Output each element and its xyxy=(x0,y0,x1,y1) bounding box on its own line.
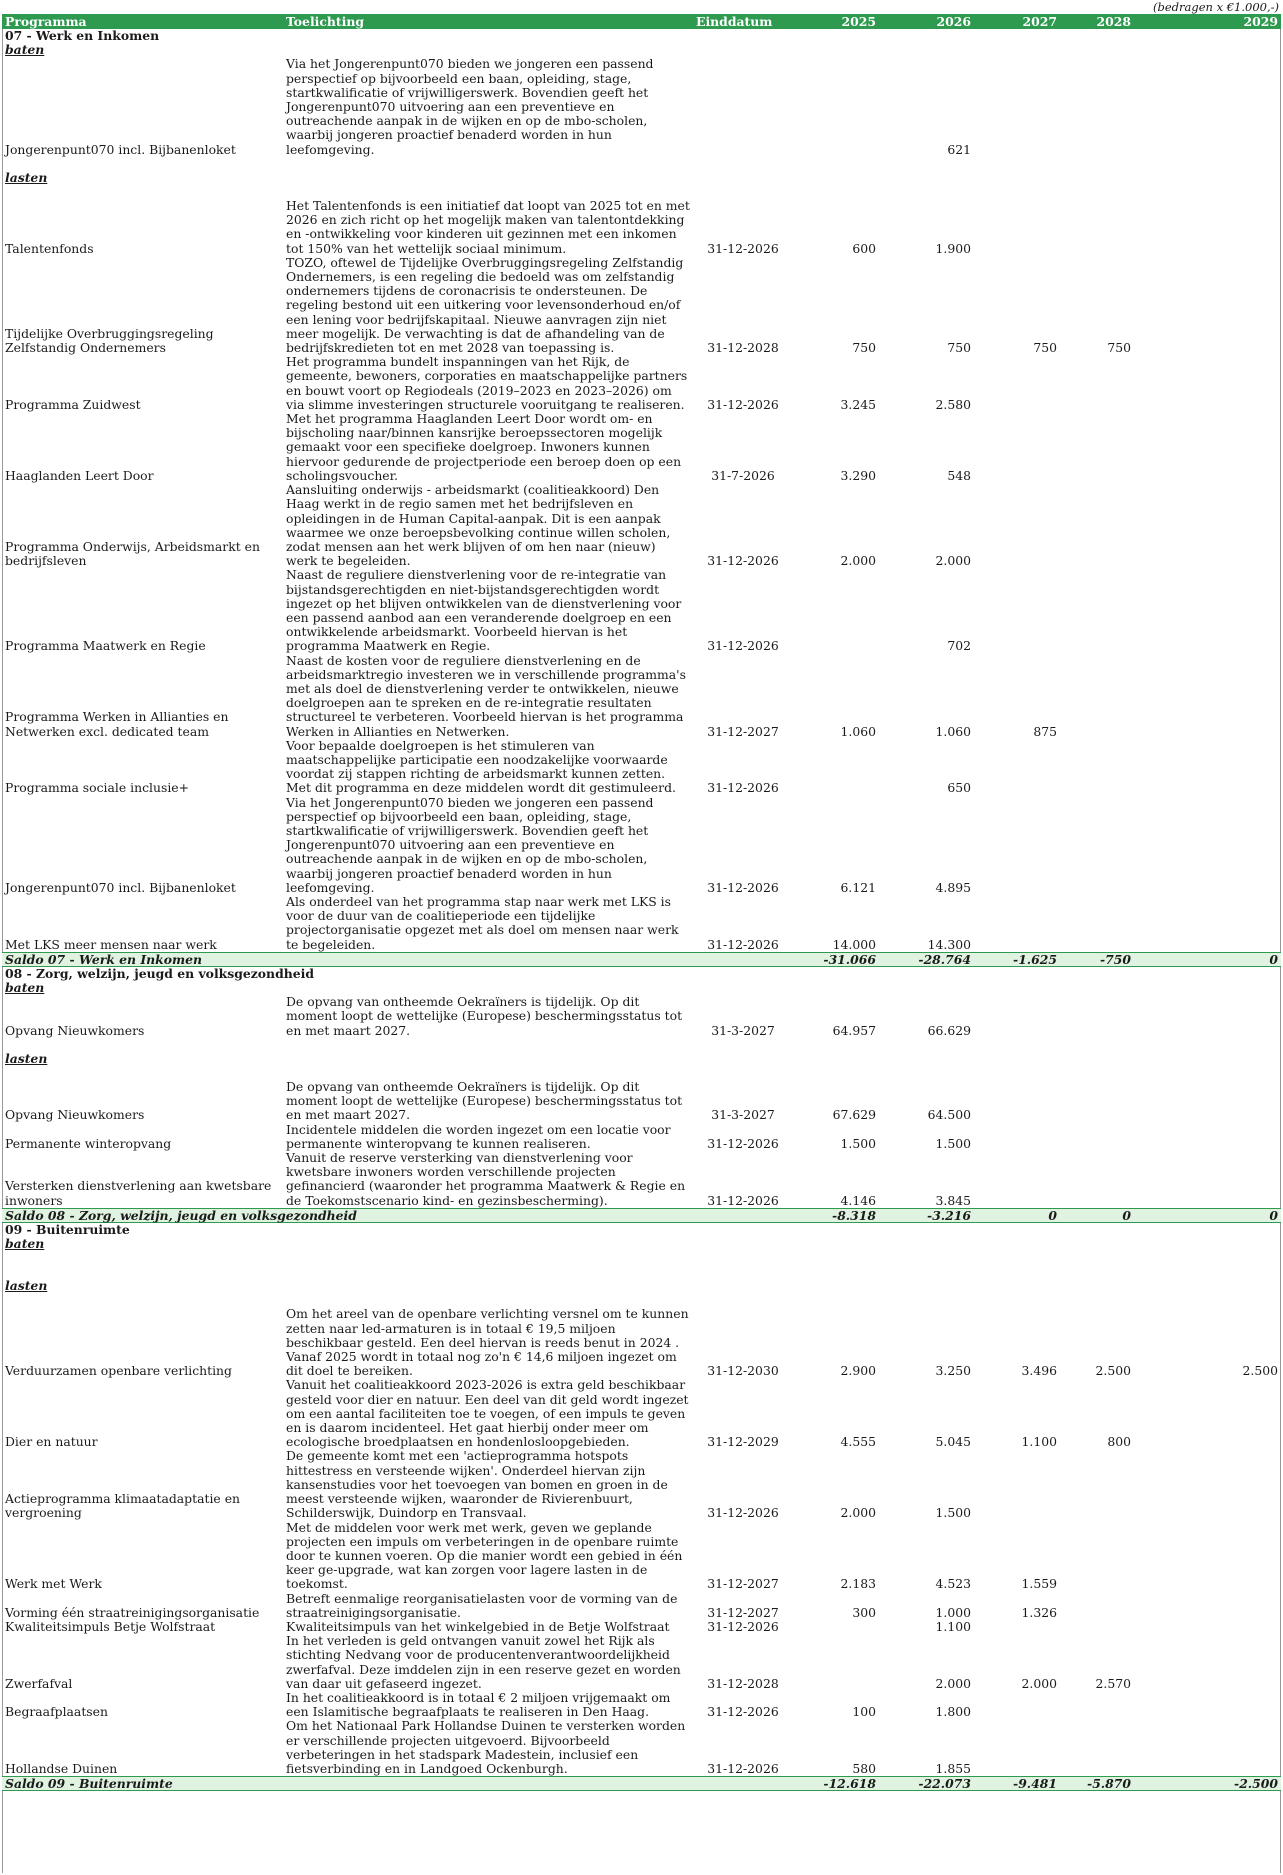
saldo-label: Saldo 09 - Buitenruimte xyxy=(2,1777,793,1791)
col-header-einddatum: Einddatum xyxy=(693,14,793,29)
einddatum-cell: 31-12-2026 xyxy=(707,936,779,952)
table-row xyxy=(2,256,1281,355)
table-row xyxy=(2,1521,1281,1592)
amount-cell-2025 xyxy=(793,57,879,156)
amount-cell-2025: 67.629 xyxy=(832,1107,876,1123)
saldo-2025: -8.318 xyxy=(793,1208,879,1222)
section-title-row xyxy=(2,1222,1281,1237)
saldo-2027: -1.625 xyxy=(974,952,1060,966)
col-header-2025: 2025 xyxy=(793,14,879,29)
amount-cell-2026: 3.845 xyxy=(935,1192,971,1208)
amount-cell-2026: 1.900 xyxy=(935,240,971,256)
amount-cell-2029 xyxy=(1134,1449,1281,1520)
programma-cell: Werk met Werk xyxy=(5,1576,102,1592)
amount-cell-2028 xyxy=(1060,568,1134,653)
amount-cell-2026: 14.300 xyxy=(927,936,971,952)
spacer-row xyxy=(2,1293,1281,1307)
amount-cell-2029 xyxy=(1134,1719,1281,1776)
programma-cell: Vorming één straatreinigingsorganisatie xyxy=(5,1604,260,1620)
amount-cell-2029 xyxy=(1134,355,1281,412)
amount-cell-2027: 875 xyxy=(1033,723,1057,739)
spacer-row xyxy=(2,1265,1281,1279)
amount-cell-2025 xyxy=(793,1634,879,1691)
amount-cell-2026: 1.500 xyxy=(935,1505,971,1521)
amount-cell-2026: 2.000 xyxy=(935,553,971,569)
amount-cell-2025: 14.000 xyxy=(832,936,876,952)
toelichting-cell: De gemeente komt met een 'actieprogramma hotspots hittestress en versteende wijken'. Onderdeel hiervan zijn kansenstudies voor het toevoegen van bomen en groen in de meest versteende wijken, waaronder de Rivierenbuurt, Schilderswijk, Duindorp en Transvaal. xyxy=(286,1448,668,1521)
saldo-2028: -5.870 xyxy=(1060,1777,1134,1791)
toelichting-cell: De opvang van ontheemde Oekraïners is tijdelijk. Op dit moment loopt de wettelijke (Europese) beschermingsstatus tot en met maart 2027. xyxy=(286,1079,683,1123)
einddatum-cell: 31-3-2027 xyxy=(711,1022,775,1038)
amount-cell-2028 xyxy=(1060,1080,1134,1123)
spacer-cell xyxy=(2,185,1281,199)
amount-cell-2026: 4.523 xyxy=(935,1576,971,1592)
table-row xyxy=(2,739,1281,796)
amount-cell-2029 xyxy=(1134,199,1281,256)
programma-cell: Opvang Nieuwkomers xyxy=(5,1107,145,1123)
col-header-toelichting: Toelichting xyxy=(283,14,693,29)
saldo-label: Saldo 08 - Zorg, welzijn, jeugd en volksgezondheid xyxy=(2,1208,793,1222)
amount-cell-2027 xyxy=(974,1449,1060,1520)
amount-cell-2025: 6.121 xyxy=(840,879,876,895)
amount-cell-2025: 3.245 xyxy=(840,396,876,412)
amount-cell-2029 xyxy=(1134,1634,1281,1691)
amount-cell-2029 xyxy=(1134,1123,1281,1151)
table-row xyxy=(2,1691,1281,1719)
amount-cell-2027 xyxy=(974,895,1060,952)
saldo-2029: -2.500 xyxy=(1134,1777,1281,1791)
programma-cell: Begraafplaatsen xyxy=(5,1704,108,1720)
amount-cell-2029 xyxy=(1134,1080,1281,1123)
saldo-2025: -31.066 xyxy=(793,952,879,966)
amount-cell-2029 xyxy=(1134,483,1281,568)
amount-cell-2028 xyxy=(1060,895,1134,952)
amount-cell-2027 xyxy=(974,57,1060,156)
programma-cell: Jongerenpunt070 incl. Bijbanenloket xyxy=(5,141,236,157)
lasten-label-row xyxy=(2,171,1281,185)
amount-cell-2028 xyxy=(1060,1719,1134,1776)
einddatum-cell: 31-12-2027 xyxy=(707,723,779,739)
table-row xyxy=(2,412,1281,483)
amount-cell-2027 xyxy=(974,1123,1060,1151)
section-title-row xyxy=(2,966,1281,981)
amount-cell-2026: 2.580 xyxy=(935,396,971,412)
lasten-label: lasten xyxy=(5,169,48,185)
amount-cell-2025: 1.060 xyxy=(840,723,876,739)
baten-label: baten xyxy=(5,1236,45,1252)
table-row xyxy=(2,1719,1281,1776)
table-row xyxy=(2,57,1281,156)
einddatum-cell: 31-12-2030 xyxy=(707,1363,779,1379)
lasten-label-row xyxy=(2,1052,1281,1066)
toelichting-cell: Het programma bundelt inspanningen van het Rijk, de gemeente, bewoners, corporaties en maatschappelijke partners en bouwt voort op Regiodeals (2019–2023 en 2023–2026) om via slimme investeringen structurele vooruitgang te realiseren. xyxy=(286,354,688,412)
einddatum-cell: 31-3-2027 xyxy=(711,1107,775,1123)
table-row xyxy=(2,1620,1281,1634)
amount-cell-2026: 2.000 xyxy=(935,1675,971,1691)
amount-cell-2025: 2.000 xyxy=(840,1505,876,1521)
amount-cell-2027: 1.559 xyxy=(1021,1576,1057,1592)
amount-cell-2025 xyxy=(793,1620,879,1634)
einddatum-cell: 31-12-2026 xyxy=(707,240,779,256)
amount-cell-2026: 750 xyxy=(947,340,971,356)
amount-cell-2025: 300 xyxy=(852,1604,876,1620)
amount-cell-2025: 2.183 xyxy=(840,1576,876,1592)
saldo-2028: -750 xyxy=(1060,952,1134,966)
amount-cell-2026: 4.895 xyxy=(935,879,971,895)
amount-cell-2027 xyxy=(974,1691,1060,1719)
einddatum-cell: 31-12-2026 xyxy=(707,780,779,796)
amount-cell-2027 xyxy=(974,739,1060,796)
einddatum-cell: 31-12-2026 xyxy=(707,1618,779,1634)
amount-cell-2027: 1.100 xyxy=(1021,1434,1057,1450)
section-title-row xyxy=(2,29,1281,43)
amount-cell-2028 xyxy=(1060,1449,1134,1520)
toelichting-cell: Via het Jongerenpunt070 bieden we jongeren een passend perspectief op bijvoorbeeld een baan, opleiding, stage, startkwalificatie of vrijwilligerswerk. Bovendien geeft het Jongerenpunt070 uitvoering aan een preventieve en outreachende aanpak in de wijken en op de mbo-scholen, waarbij jongeren proactief benaderd worden in hun leefomgeving. xyxy=(286,56,654,157)
einddatum-cell: 31-12-2026 xyxy=(707,396,779,412)
toelichting-cell: In het verleden is geld ontvangen vanuit zowel het Rijk als stichting Nedvang voor de producentenverantwoordelijkheid zwerfafval. Deze imddelen zijn in een reserve gezet en worden van daar uit gefaseerd ingezet. xyxy=(286,1633,681,1691)
einddatum-cell: 31-12-2029 xyxy=(707,1434,779,1450)
spacer-cell xyxy=(2,1293,1281,1307)
amount-cell-2025 xyxy=(793,739,879,796)
toelichting-cell: Via het Jongerenpunt070 bieden we jongeren een passend perspectief op bijvoorbeeld een baan, opleiding, stage, startkwalificatie of vrijwilligerswerk. Bovendien geeft het Jongerenpunt070 uitvoering aan een preventieve en outreachende aanpak in de wijken en op de mbo-scholen, waarbij jongeren proactief benaderd worden in hun leefomgeving. xyxy=(286,794,654,895)
saldo-2025: -12.618 xyxy=(793,1777,879,1791)
amount-cell-2029 xyxy=(1134,654,1281,739)
amount-cell-2028 xyxy=(1060,739,1134,796)
toelichting-cell: Naast de kosten voor de reguliere dienstverlening en de arbeidsmarktregio investeren we in verschillende programma's met als doel de dienstverlening verder te ontwikkelen, nieuwe doelgroepen aan te spreken en de re-integratie resultaten structureel te verbeteren. Voorbeeld hiervan is het programma Werken in Allianties en Netwerken. xyxy=(286,652,686,739)
table-row xyxy=(2,1123,1281,1151)
einddatum-cell: 31-12-2026 xyxy=(707,638,779,654)
table-row xyxy=(2,1592,1281,1620)
programma-cell: Met LKS meer mensen naar werk xyxy=(5,936,217,952)
spacer-cell xyxy=(2,157,1281,171)
amount-cell-2027 xyxy=(974,568,1060,653)
amount-cell-2026: 621 xyxy=(947,141,971,157)
toelichting-cell: Met het programma Haaglanden Leert Door wordt om- en bijscholing naar/binnen kansrijke beroepssectoren mogelijk gemaakt voor een specifieke doelgroep. Inwoners kunnen hiervoor gedurende de projectperiode een beroep doen op een scholingsvoucher. xyxy=(286,411,682,483)
toelichting-cell: Naast de reguliere dienstverlening voor de re-integratie van bijstandsgerechtigden en niet-bijstandsgerechtigden wordt ingezet op het blijven ontwikkelen van de dienstverlening voor een passend aanbod aan een veranderende doelgroep en een ontwikkelende arbeidsmarkt. Voorbeeld hiervan is het programma Maatwerk en Regie. xyxy=(286,567,682,654)
amount-cell-2027: 1.326 xyxy=(1021,1604,1057,1620)
toelichting-cell: Vanuit de reserve versterking van dienstverlening voor kwetsbare inwoners worden verschillende projecten gefinancierd (waaronder het programma Maatwerk & Regie en de Toekomstscenario kind- en gezinsbescherming). xyxy=(286,1150,686,1208)
programma-cell: Permanente winteropvang xyxy=(5,1135,172,1151)
toelichting-cell: Incidentele middelen die worden ingezet om een locatie voor permanente winteropvang te kunnen realiseren. xyxy=(286,1121,671,1151)
amount-cell-2026: 66.629 xyxy=(927,1022,971,1038)
header-row xyxy=(2,14,1281,29)
programma-cell: Haaglanden Leert Door xyxy=(5,467,154,483)
amount-cell-2025 xyxy=(793,568,879,653)
toelichting-cell: Met de middelen voor werk met werk, geven we geplande projecten een impuls om verbeteringen in de openbare ruimte door te kunnen voeren. Op die manier wordt een gebied in één keer ge-upgrade, wat kan zorgen voor lagere lasten in de toekomst. xyxy=(286,1519,683,1592)
amount-cell-2025: 4.146 xyxy=(840,1192,876,1208)
einddatum-cell: 31-12-2026 xyxy=(707,553,779,569)
table-row xyxy=(2,654,1281,739)
amount-cell-2025: 100 xyxy=(852,1704,876,1720)
amount-cell-2026: 1.100 xyxy=(935,1618,971,1634)
toelichting-cell: In het coalitieakkoord is in totaal € 2 miljoen vrijgemaakt om een Islamitische begraafplaats te realiseren in Den Haag. xyxy=(286,1689,671,1720)
table-row xyxy=(2,995,1281,1038)
col-header-2027: 2027 xyxy=(974,14,1060,29)
spacer-row xyxy=(2,1038,1281,1052)
amount-cell-2025: 750 xyxy=(852,340,876,356)
einddatum-cell: 31-12-2026 xyxy=(707,1505,779,1521)
amount-cell-2025: 1.500 xyxy=(840,1135,876,1151)
table-row xyxy=(2,1378,1281,1449)
amount-cell-2025: 2.000 xyxy=(840,553,876,569)
einddatum-cell: 31-12-2026 xyxy=(707,1135,779,1151)
amount-cell-2027 xyxy=(974,796,1060,895)
amount-cell-2027: 750 xyxy=(1033,340,1057,356)
toelichting-cell: Als onderdeel van het programma stap naar werk met LKS is voor de duur van de coalitieperiode een tijdelijke projectorganisatie opgezet met als doel om mensen naar werk te begeleiden. xyxy=(286,893,679,952)
programma-cell: Zwerfafval xyxy=(5,1675,73,1691)
einddatum-cell: 31-12-2028 xyxy=(707,1675,779,1691)
amount-cell-2027: 2.000 xyxy=(1021,1675,1057,1691)
saldo-2026: -28.764 xyxy=(879,952,974,966)
saldo-2027: 0 xyxy=(974,1208,1060,1222)
einddatum-cell: 31-12-2027 xyxy=(707,1604,779,1620)
amount-cell-2029 xyxy=(1134,796,1281,895)
amount-unit-note: (bedragen x €1.000,-) xyxy=(1152,0,1279,14)
amount-cell-2026: 1.800 xyxy=(935,1704,971,1720)
amount-cell-2025: 64.957 xyxy=(832,1022,876,1038)
amount-cell-2028: 800 xyxy=(1107,1434,1131,1450)
amount-cell-2027 xyxy=(974,1719,1060,1776)
col-header-2028: 2028 xyxy=(1060,14,1134,29)
amount-cell-2029 xyxy=(1134,57,1281,156)
amount-cell-2027 xyxy=(974,1620,1060,1634)
toelichting-cell: Om het areel van de openbare verlichting versnel om te kunnen zetten naar led-armaturen is in totaal € 19,5 miljoen beschikbaar gesteld. Een deel hiervan is reeds benut in 2024 . Vanaf 2025 wordt in totaal nog zo'n € 14,6 miljoen ingezet om dit doel te bereiken. xyxy=(286,1306,689,1379)
einddatum-cell: 31-12-2026 xyxy=(707,1760,779,1776)
toelichting-cell: Kwaliteitsimpuls van het winkelgebied in de Betje Wolfstraat xyxy=(286,1618,670,1634)
table-body xyxy=(2,29,1281,1791)
toelichting-cell: Het Talentenfonds is een initiatief dat loopt van 2025 tot en met 2026 en zich richt op het mogelijk maken van talentontdekking en -ontwikkeling voor kinderen uit gezinnen met een inkomen tot 150% van het wettelijk sociaal minimum. xyxy=(286,198,690,256)
amount-cell-2026: 548 xyxy=(947,467,971,483)
saldo-2029: 0 xyxy=(1134,1208,1281,1222)
amount-cell-2028: 2.570 xyxy=(1095,1675,1131,1691)
saldo-2028: 0 xyxy=(1060,1208,1134,1222)
col-header-programma: Programma xyxy=(2,14,283,29)
programma-cell: Tijdelijke Overbruggingsregeling Zelfstandig Ondernemers xyxy=(5,325,214,356)
toelichting-cell: Betreft eenmalige reorganisatielasten voor de vorming van de straatreinigingsorganisatie. xyxy=(286,1590,678,1620)
amount-cell-2027: 3.496 xyxy=(1021,1363,1057,1379)
programma-cell: Programma Zuidwest xyxy=(5,396,141,412)
amount-cell-2026: 702 xyxy=(947,638,971,654)
einddatum-cell: 31-7-2026 xyxy=(711,467,775,483)
table-row xyxy=(2,1634,1281,1691)
amount-cell-2027 xyxy=(974,412,1060,483)
amount-cell-2026: 1.855 xyxy=(935,1760,971,1776)
amount-cell-2029 xyxy=(1134,1521,1281,1592)
programma-cell: Programma Maatwerk en Regie xyxy=(5,638,206,654)
col-header-2029: 2029 xyxy=(1134,14,1281,29)
lasten-label-row xyxy=(2,1279,1281,1293)
toelichting-cell: Om het Nationaal Park Hollandse Duinen te versterken worden er verschillende projecten uitgevoerd. Bijvoorbeeld verbeteringen in het stadspark Madestein, inclusief een fietsverbinding en in Landgoed Ockenburgh. xyxy=(286,1718,686,1776)
spacer-row xyxy=(2,1066,1281,1080)
section-title: 08 - Zorg, welzijn, jeugd en volksgezondheid xyxy=(5,965,314,981)
programma-cell: Kwaliteitsimpuls Betje Wolfstraat xyxy=(5,1618,216,1634)
saldo-2029: 0 xyxy=(1134,952,1281,966)
spacer-cell xyxy=(2,1251,1281,1265)
amount-cell-2028 xyxy=(1060,355,1134,412)
table-row xyxy=(2,1151,1281,1208)
table-row xyxy=(2,568,1281,653)
table-row xyxy=(2,355,1281,412)
amount-cell-2028 xyxy=(1060,1691,1134,1719)
amount-cell-2025: 2.900 xyxy=(840,1363,876,1379)
table-row xyxy=(2,895,1281,952)
table-row xyxy=(2,1449,1281,1520)
amount-cell-2029 xyxy=(1134,995,1281,1038)
spacer-row xyxy=(2,185,1281,199)
programma-cell: Verduurzamen openbare verlichting xyxy=(5,1363,232,1379)
toelichting-cell: Aansluiting onderwijs - arbeidsmarkt (coalitieakkoord) Den Haag werkt in de regio samen met het bedrijfsleven en opleidingen in de Human Capital-aanpak. Dit is een aanpak waarmee we onze beroepsbevolking continue willen scholen, zodat mensen aan het werk blijven of om hen naar (nieuw) werk te begeleiden. xyxy=(286,482,671,569)
amount-cell-2027 xyxy=(974,1151,1060,1208)
amount-cell-2026: 1.060 xyxy=(935,723,971,739)
programma-cell: Actieprogramma klimaatadaptatie en vergroening xyxy=(5,1491,241,1521)
amount-cell-2027 xyxy=(974,355,1060,412)
amount-cell-2028: 750 xyxy=(1107,340,1131,356)
spacer-cell xyxy=(2,1265,1281,1279)
spacer-row xyxy=(2,1251,1281,1265)
amount-cell-2028 xyxy=(1060,412,1134,483)
amount-cell-2029 xyxy=(1134,1691,1281,1719)
amount-cell-2027 xyxy=(974,483,1060,568)
spacer-cell xyxy=(2,1038,1281,1052)
amount-cell-2028 xyxy=(1060,796,1134,895)
amount-cell-2028 xyxy=(1060,654,1134,739)
baten-label-row xyxy=(2,981,1281,995)
programma-cell: Versterken dienstverlening aan kwetsbare inwoners xyxy=(5,1178,272,1208)
toelichting-cell: TOZO, oftewel de Tijdelijke Overbruggingsregeling Zelfstandig Ondernemers, is een regeling die bedoeld was om zelfstandig ondernemers tijdens de coronacrisis te ondersteunen. De regeling bestond uit een uitkering voor levensonderhoud en/of een lening voor bedrijfskapitaal. Nieuwe aanvragen zijn niet meer mogelijk. De verwachting is dat de afhandeling van de bedrijfskredieten tot en met 2028 van toepassing is. xyxy=(286,254,684,356)
baten-label: baten xyxy=(5,980,45,995)
amount-cell-2026: 5.045 xyxy=(935,1434,971,1450)
saldo-row xyxy=(2,1208,1281,1222)
amount-cell-2025: 3.290 xyxy=(840,467,876,483)
amount-cell-2028 xyxy=(1060,199,1134,256)
lasten-label: lasten xyxy=(5,1050,48,1066)
baten-label-row xyxy=(2,43,1281,57)
programma-cell: Programma Onderwijs, Arbeidsmarkt en bedrijfsleven xyxy=(5,538,260,569)
budget-table xyxy=(2,14,1281,1791)
amount-cell-2028 xyxy=(1060,1620,1134,1634)
lasten-label: lasten xyxy=(5,1278,48,1294)
amount-cell-2025: 600 xyxy=(852,240,876,256)
amount-cell-2025: 4.555 xyxy=(840,1434,876,1450)
programma-cell: Dier en natuur xyxy=(5,1434,98,1450)
programma-cell: Opvang Nieuwkomers xyxy=(5,1022,145,1038)
programma-cell: Talentenfonds xyxy=(5,240,94,256)
amount-cell-2029 xyxy=(1134,739,1281,796)
einddatum-cell: 31-12-2028 xyxy=(707,340,779,356)
amount-cell-2026: 1.000 xyxy=(935,1604,971,1620)
programma-cell: Programma Werken in Allianties en Netwerken excl. dedicated team xyxy=(5,709,229,739)
saldo-2026: -3.216 xyxy=(879,1208,974,1222)
amount-cell-2026: 3.250 xyxy=(935,1363,971,1379)
amount-cell-2025: 580 xyxy=(852,1760,876,1776)
einddatum-cell: 31-12-2027 xyxy=(707,1576,779,1592)
saldo-row xyxy=(2,952,1281,966)
table-row xyxy=(2,199,1281,256)
saldo-2027: -9.481 xyxy=(974,1777,1060,1791)
amount-cell-2029 xyxy=(1134,895,1281,952)
amount-cell-2029 xyxy=(1134,1378,1281,1449)
amount-cell-2029 xyxy=(1134,568,1281,653)
amount-cell-2029 xyxy=(1134,412,1281,483)
amount-cell-2026: 1.500 xyxy=(935,1135,971,1151)
amount-cell-2028 xyxy=(1060,1151,1134,1208)
amount-cell-2026: 650 xyxy=(947,780,971,796)
amount-cell-2027 xyxy=(974,199,1060,256)
einddatum-cell: 31-12-2026 xyxy=(707,879,779,895)
amount-cell-2028: 2.500 xyxy=(1095,1363,1131,1379)
amount-cell-2027 xyxy=(974,995,1060,1038)
table-row xyxy=(2,1080,1281,1123)
amount-cell-2028 xyxy=(1060,57,1134,156)
toelichting-cell: De opvang van ontheemde Oekraïners is tijdelijk. Op dit moment loopt de wettelijke (Europese) beschermingsstatus tot en met maart 2027. xyxy=(286,994,683,1038)
baten-label: baten xyxy=(5,42,45,58)
col-header-2026: 2026 xyxy=(879,14,974,29)
table-row xyxy=(2,483,1281,568)
amount-cell-2028 xyxy=(1060,483,1134,568)
programma-cell: Hollandse Duinen xyxy=(5,1760,118,1776)
einddatum-cell: 31-12-2026 xyxy=(707,1192,779,1208)
amount-cell-2028 xyxy=(1060,1521,1134,1592)
amount-cell-2028 xyxy=(1060,1123,1134,1151)
saldo-2026: -22.073 xyxy=(879,1777,974,1791)
amount-cell-2029 xyxy=(1134,1151,1281,1208)
table-row xyxy=(2,1307,1281,1378)
saldo-row xyxy=(2,1777,1281,1791)
programma-cell: Programma sociale inclusie+ xyxy=(5,780,189,796)
table-row xyxy=(2,796,1281,895)
amount-cell-2029 xyxy=(1134,256,1281,355)
einddatum-cell: 31-12-2026 xyxy=(707,1704,779,1720)
saldo-label: Saldo 07 - Werk en Inkomen xyxy=(2,952,793,966)
toelichting-cell: Vanuit het coalitieakkoord 2023-2026 is extra geld beschikbaar gesteld voor dier en natuur. Een deel van dit geld wordt ingezet om een aantal faciliteiten toe te voegen, of een impuls te geven en is daarom incidenteel. Het gaat hierbij onder meer om ecologische broedplaatsen en hondenlosloopgebieden. xyxy=(286,1377,689,1450)
spacer-row xyxy=(2,157,1281,171)
amount-cell-2028 xyxy=(1060,995,1134,1038)
einddatum-cell xyxy=(693,57,793,156)
amount-cell-2027 xyxy=(974,1080,1060,1123)
programma-cell: Jongerenpunt070 incl. Bijbanenloket xyxy=(5,879,236,895)
amount-cell-2029 xyxy=(1134,1592,1281,1620)
amount-cell-2028 xyxy=(1060,1592,1134,1620)
baten-label-row xyxy=(2,1237,1281,1251)
toelichting-cell: Voor bepaalde doelgroepen is het stimuleren van maatschappelijke participatie een noodzakelijke voorwaarde voordat zij stappen richting de arbeidsmarkt kunnen zetten. Met dit programma en deze middelen wordt dit gestimuleerd. xyxy=(286,737,676,796)
spacer-cell xyxy=(2,1066,1281,1080)
amount-cell-2029: 2.500 xyxy=(1242,1363,1278,1379)
section-title: 07 - Werk en Inkomen xyxy=(5,28,160,43)
amount-cell-2029 xyxy=(1134,1620,1281,1634)
section-title: 09 - Buitenruimte xyxy=(5,1221,130,1237)
amount-cell-2026: 64.500 xyxy=(927,1107,971,1123)
